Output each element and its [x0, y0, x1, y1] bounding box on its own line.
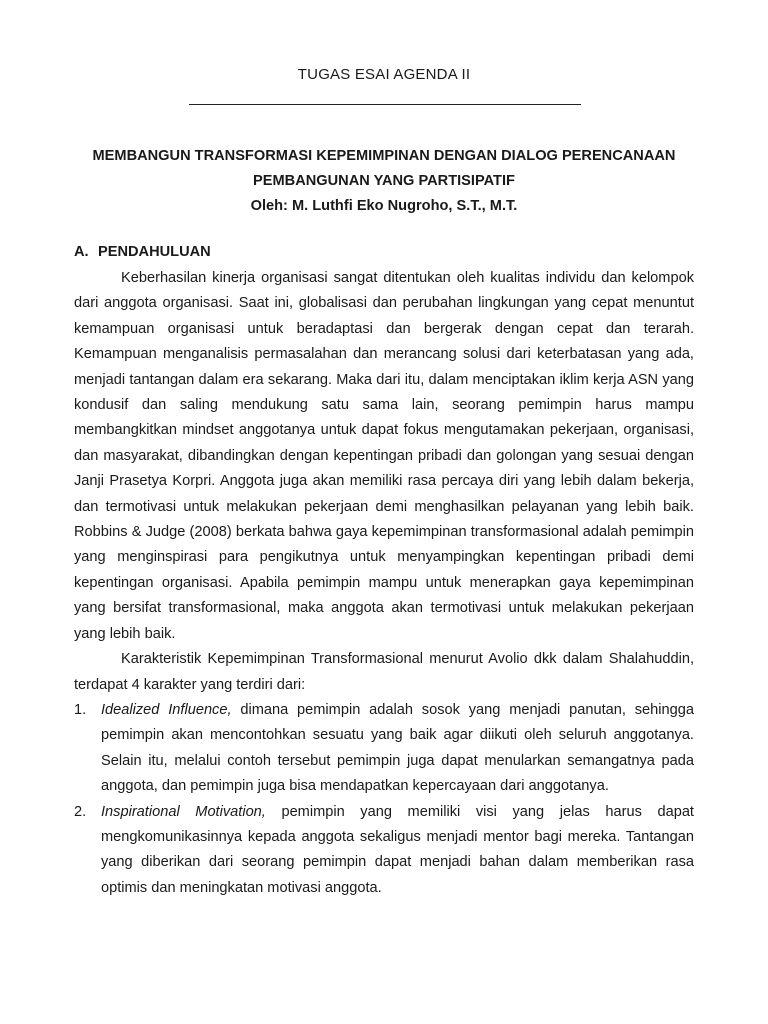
list-text: pemimpin yang memiliki visi yang jelas harus dapat mengkomunikasinnya kepada anggota sekaligus menjadi mentor bagi mereka. Tantangan yang diberikan dari seorang pemimpin dapat menjadi bahan dalam memberikan rasa optimis dan meningkatan motivasi anggota.: [101, 803, 694, 896]
list-text: dimana pemimpin adalah sosok yang menjadi panutan, sehingga pemimpin akan mencontohkan sesuatu yang baik agar diikuti oleh seluruh anggotanya. Selain itu, melalui contoh tersebut pemimpin juga dapat menularkan semangatnya pada anggota, dan pemimpin juga bisa mendapatkan kepercayaan dari anggotanya.: [101, 701, 694, 795]
author-line: Oleh: M. Luthfi Eko Nugroho, S.T., M.T.: [250, 198, 518, 214]
section-title: PENDAHULUAN: [98, 244, 211, 260]
document-title: MEMBANGUN TRANSFORMASI KEPEMIMPINAN DENGAN DIALOG PERENCANAAN PEMBANGUNAN YANG PARTISIPATIF: [92, 148, 676, 189]
section-heading: [74, 244, 211, 260]
section-number: A.: [74, 244, 89, 260]
body-text: [74, 266, 694, 901]
list-term: Inspirational Motivation,: [101, 803, 266, 820]
title-block: [60, 144, 708, 219]
paragraph: Keberhasilan kinerja organisasi sangat ditentukan oleh kualitas individu dan kelompok dari anggota organisasi. Saat ini, globalisasi dan perubahan lingkungan yang cepat menuntut kemampuan organisasi untuk beradaptasi dan bergerak dengan cepat dan terarah. Kemampuan menganalisis permasalahan dan merancang solusi dari keterbatasan yang ada, menjadi tantangan dalam era sekarang. Maka dari itu, dalam menciptakan iklim kerja ASN yang kondusif dan saling mendukung satu sama lain, seorang pemimpin harus mampu membangkitkan mindset anggotanya untuk dapat fokus mengutamakan pekerjaan, organisasi, dan masyarakat, dibandingkan dengan kepentingan pribadi dan golongan yang sesuai dengan Janji Prasetya Korpri. Anggota juga akan memiliki rasa percaya diri yang lebih dalam bekerja, dan termotivasi untuk melakukan pekerjaan demi menghasilkan pelayanan yang lebih baik. Robbins & Judge (2008) berkata bahwa gaya kepemimpinan transformasional adalah pemimpin yang menginspirasi para pengikutnya untuk menyampingkan kepentingan pribadi demi kepentingan organisasi. Apabila pemimpin mampu untuk menerapkan gaya kepemimpinan yang bersifat transformasional, maka anggota akan termotivasi untuk melakukan pekerjaan yang lebih baik.: [74, 270, 694, 642]
list-marker: 2.: [74, 803, 87, 820]
list-term: Idealized Influence,: [101, 701, 232, 718]
document-label: TUGAS ESAI AGENDA II: [297, 66, 471, 83]
title-rule: [189, 104, 581, 105]
list-item: [74, 698, 694, 800]
numbered-list: [74, 698, 694, 901]
list-item: [74, 800, 694, 902]
list-marker: 1.: [74, 701, 87, 718]
paragraph: Karakteristik Kepemimpinan Transformasional menurut Avolio dkk dalam Shalahuddin, terdapat 4 karakter yang terdiri dari:: [74, 651, 694, 693]
